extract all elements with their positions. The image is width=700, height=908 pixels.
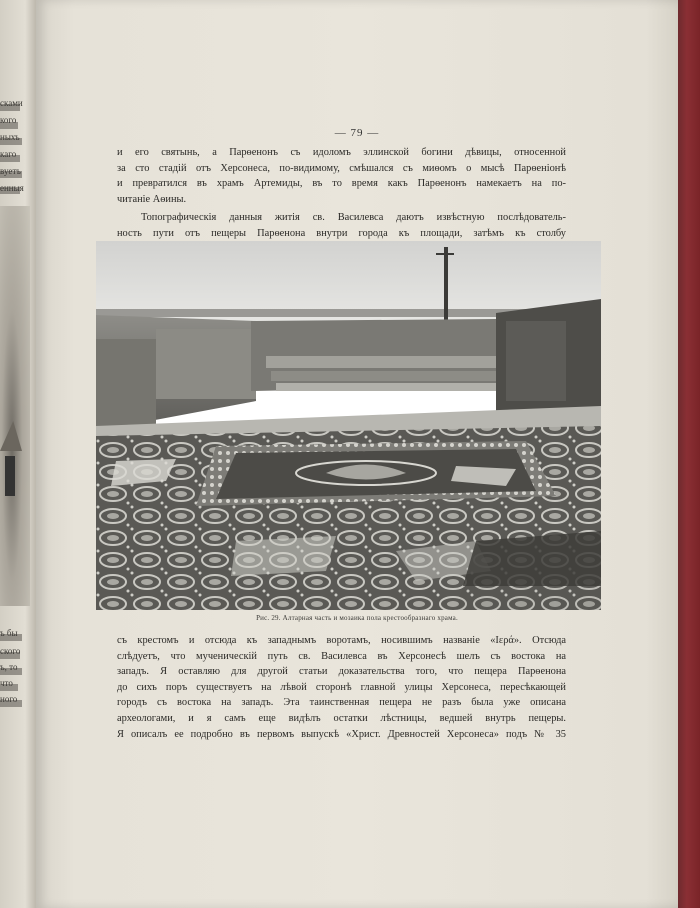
prev-fragment: сками [0, 98, 23, 108]
text-line: слѣдуетъ, что мученическій путь св. Василевса въ Херсонесѣ шелъ съ востока на [117, 650, 566, 662]
text-line: ность пути отъ пещеры Парѳенона внутри города къ площади, затѣмъ къ столбу [117, 227, 566, 239]
paragraph-top-2 [117, 210, 566, 241]
previous-page-edge [0, 0, 36, 908]
prev-page-text-line [0, 155, 20, 162]
prev-fragment: ныхъ [0, 132, 20, 142]
prev-fragment: ного [0, 694, 18, 704]
prev-photo-figure [5, 456, 15, 496]
paragraph-bottom [117, 633, 566, 742]
page-number: — 79 — [334, 127, 380, 139]
prev-page-text-line [0, 684, 18, 691]
book-cover-edge [678, 0, 700, 908]
figure-caption: Рис. 29. Алтарная часть и мозаика пола крестообразнаго храма. [256, 614, 458, 622]
prev-page-text-line [0, 700, 22, 707]
prev-fragment: ъ, то [0, 662, 18, 672]
prev-page-text-line [0, 652, 20, 659]
text-line: городъ съ востока на западъ. Эта таинственная пещера не разъ была уже описана [117, 697, 566, 709]
prev-fragment: ского [0, 646, 21, 656]
paragraph-top-1 [117, 145, 566, 207]
text-line: до сихъ поръ существуетъ на лѣвой сторонѣ главной улицы Херсонеса, пересѣкающей [117, 681, 566, 693]
text-line: читаніе Аѳины. [117, 193, 187, 205]
text-line: археологами, и я самъ еще видѣлъ остатки лѣстницы, ведшей внутрь пещеры. [117, 712, 566, 724]
prev-page-text-line [0, 634, 22, 641]
text-line: съ крестомъ и отсюда къ западнымъ воротамъ, носившимъ названіе «Iερά». Отсюда [117, 635, 566, 646]
prev-page-text-line [0, 668, 22, 675]
telegraph-pole [444, 247, 448, 323]
text-line: за сто стадій отъ Херсонеса, по-видимому, смѣшался съ миѳомъ о мысѣ Парѳеніонѣ [117, 162, 566, 174]
prev-page-text-line [0, 104, 20, 111]
prev-photo-roof [0, 421, 22, 451]
text-line: и превратился въ храмъ Артемиды, въ то время какъ Парѳенонъ намекаетъ на по- [117, 178, 566, 190]
prev-page-text-line [0, 187, 20, 194]
text-line: западъ. Я оставляю для другой статьи доказательства того, что пещера Парѳенона [117, 666, 566, 678]
prev-fragment: ъ бы [0, 628, 18, 638]
prev-fragment: что [0, 678, 13, 688]
previous-page-photo [0, 206, 30, 606]
prev-fragment: каго [0, 149, 17, 159]
text-line: Топографическія данныя житія св. Василевса даютъ извѣстную послѣдователь- [141, 212, 566, 223]
prev-fragment: вуетъ [0, 166, 21, 176]
book-page [36, 0, 678, 908]
photo-illustration [96, 241, 601, 610]
prev-fragment: енныя [0, 183, 24, 193]
prev-fragment: кого [0, 115, 17, 125]
prev-page-text-line [0, 138, 22, 145]
prev-page-text-line [0, 122, 18, 129]
text-line: Я описалъ ее подробно въ первомъ выпускѣ «Христ. Древностей Херсонеса» подъ № 35 [117, 728, 566, 740]
prev-page-text-line [0, 171, 22, 178]
mosaic-floor-photograph [96, 241, 601, 610]
text-line: и его святынь, а Парѳенонъ съ идоломъ эллинской богини дѣвицы, относенной [117, 147, 566, 158]
